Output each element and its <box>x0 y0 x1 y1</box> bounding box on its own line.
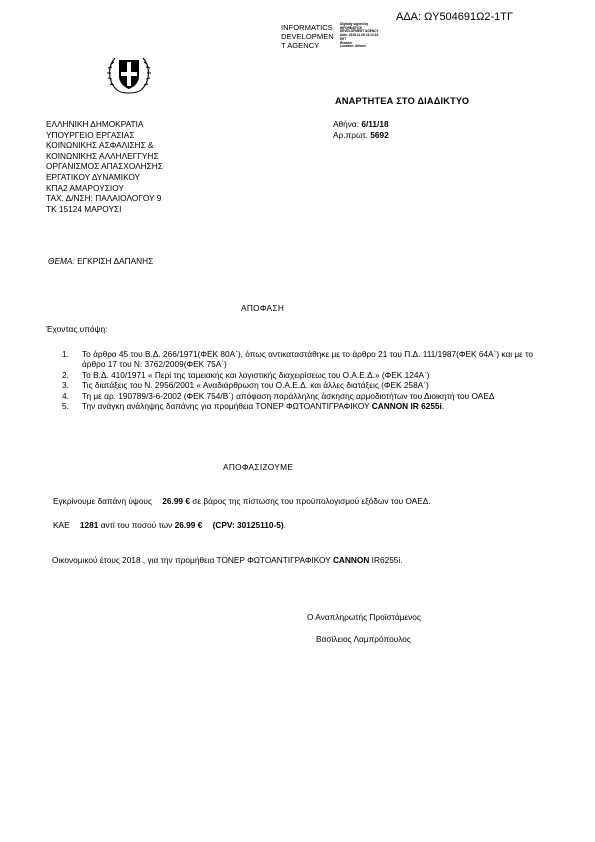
issuer-line: ΚΟΙΝΩΝΙΚΗΣ ΑΛΛΗΛΕΓΓΥΗΣ <box>46 150 159 161</box>
item-text: Τη με αρ. 190789/3-6-2002 (ΦΕΚ 754/Β΄) απόφαση παράλληλης άσκησης αρμοδιοτήτων του Διοικητή του ΟΑΕΔ <box>82 390 495 401</box>
fiscal-text-end: IR6255i. <box>369 555 403 565</box>
item-number: 1. <box>62 349 69 359</box>
cpv-code: (CPV: 30125110-5) <box>212 520 284 530</box>
protocol-line <box>333 130 389 141</box>
item-text: Την ανάγκη ανάληψης δαπάνης για προμήθεια ΤΟΝΕΡ ΦΩΤΟΑΝΤΙΓΡΑΦΙΚΟΥ <box>82 401 372 412</box>
stamp-line: T AGENCY <box>281 41 320 50</box>
kae-end: . <box>283 520 286 530</box>
list-item <box>62 401 552 411</box>
item-number: 2. <box>62 369 69 380</box>
kae-code: 1281 <box>79 520 99 530</box>
publish-notice: ΑΝΑΡΤΗΤΕΑ ΣΤΟ ΔΙΑΔΙΚΤΥΟ <box>335 96 470 106</box>
stamp-detail-line: INFORMATICS <box>340 25 362 30</box>
approval-text-end: σε βάρος της πίστωσης του προϋπολογισμού εξόδων του ΟΑΕΔ. <box>192 496 431 506</box>
item-text: Τις διατάξεις του Ν. 2956/2001 « Αναδιάρθρωση του Ο.Α.Ε.Δ. και άλλες διατάξεις (ΦΕΚ 258Α΄) <box>82 380 429 391</box>
printer-model: CANNON IR 6255i <box>371 401 442 412</box>
issuer-line: ΕΡΓΑΤΙΚΟΥ ΔΥΝΑΜΙΚΟΥ <box>46 171 141 182</box>
protocol-label: Αρ.πρωτ. <box>333 129 368 140</box>
kae-amount: 26.99 € <box>174 520 203 530</box>
signatory-role: Ο Αναπληρωτής Προϊστάμενος <box>307 612 421 622</box>
considerations-list <box>62 349 552 411</box>
item-text-end: . <box>441 401 445 412</box>
fiscal-year-line <box>52 556 403 566</box>
issuer-line: ΟΡΓΑΝΙΣΜΟΣ ΑΠΑΣΧΟΛΗΣΗΣ <box>46 161 163 172</box>
approval-line <box>53 497 431 507</box>
item-number: 4. <box>62 390 69 401</box>
list-item <box>62 349 552 370</box>
ada-code: ΑΔΑ: ΩΥ504691Ω2-1ΤΓ <box>396 11 514 23</box>
item-text: Το Β.Δ. 410/1971 « Περί της ταμειακής και λογιστικής διαχειρίσεως του Ο.Α.Ε.Δ.» (ΦΕΚ 124Α΄) <box>82 369 430 380</box>
subject-label: ΘΕΜΑ: <box>48 256 75 266</box>
item-text: Το άρθρο 45 του Β.Δ. 266/1971(ΦΕΚ 80Α΄), όπως αντικαταστάθηκε με το άρθρο 21 του Π.Δ. 111/1987(ΦΕΚ 64Α΄) και με το άρθρο 17 του Ν. 3762/2009(ΦΕΚ 75Α΄) <box>82 349 533 370</box>
kae-line <box>53 521 286 531</box>
subject-line <box>48 257 153 267</box>
subject-text: ΕΓΚΡΙΣΗ ΔΑΠΑΝΗΣ <box>77 256 154 266</box>
item-number: 5. <box>62 401 69 412</box>
issuer-line: ΤΑΧ. Δ/ΝΣΗ: ΠΑΛΑΙΟΛΟΓΟΥ 9 <box>46 193 162 204</box>
stamp-detail-line: Date: 2018.11.06 13:13:18 <box>340 33 379 38</box>
stamp-detail-line: DEVELOPMENT AGENCY <box>340 29 379 34</box>
approval-amount: 26.99 € <box>162 496 190 506</box>
issuer-block <box>46 119 163 214</box>
fiscal-text: Οικονομικού έτους 2018 , για την προμήθεια ΤΟΝΕΡ ΦΩΤΟΑΝΤΙΓΡΑΦΙΚΟΥ <box>52 555 333 565</box>
stamp-line: INFORMATICS <box>281 23 333 32</box>
kae-label: ΚΑΕ <box>53 520 70 530</box>
issuer-line: ΚΟΙΝΩΝΙΚΗΣ ΑΣΦΑΛΙΣΗΣ & <box>46 140 154 151</box>
date-protocol-block <box>333 119 389 140</box>
digital-signature-stamp-title <box>281 23 334 50</box>
date-line <box>333 119 389 130</box>
list-item <box>62 391 552 401</box>
issuer-line: ΥΠΟΥΡΓΕΙΟ ΕΡΓΑΣΙΑΣ <box>46 129 135 140</box>
preamble: Έχοντας υπόψη: <box>46 324 108 334</box>
fiscal-brand: CANNON <box>332 555 370 565</box>
stamp-detail-line: Digitally signed by <box>340 22 369 26</box>
stamp-line: DEVELOPMEN <box>281 32 334 41</box>
stamp-detail-line: Location: Athens <box>340 44 366 49</box>
issuer-line: ΚΠΑ2 ΑΜΑΡΟΥΣΙΟΥ <box>46 182 124 193</box>
kae-middle-text: αντί του ποσού των <box>100 520 173 530</box>
digital-signature-stamp-details <box>340 23 379 49</box>
approval-text: Εγκρίνουμε δαπάνη ύψους <box>53 496 152 506</box>
signatory-name: Βασίλειος Λαμπρόπουλος <box>316 634 411 644</box>
decision-title: ΑΠΟΦΑΣΗ <box>241 303 285 313</box>
resolve-title: ΑΠΟΦΑΣΙΖΟΥΜΕ <box>223 462 294 472</box>
date-value: 6/11/18 <box>361 119 389 129</box>
issuer-line: ΤΚ 15124 ΜΑΡΟΥΣΙ <box>46 203 122 214</box>
list-item <box>62 370 552 380</box>
date-label: Αθήνα: <box>333 119 360 129</box>
list-item <box>62 380 552 390</box>
stamp-detail-line: Reason: <box>340 40 353 45</box>
item-number: 3. <box>62 380 69 391</box>
stamp-detail-line: EET <box>340 36 347 41</box>
issuer-line: ΕΛΛΗΝΙΚΗ ΔΗΜΟΚΡΑΤΙΑ <box>46 119 144 129</box>
greek-coat-of-arms-icon <box>104 49 154 99</box>
protocol-number: 5692 <box>370 129 389 140</box>
